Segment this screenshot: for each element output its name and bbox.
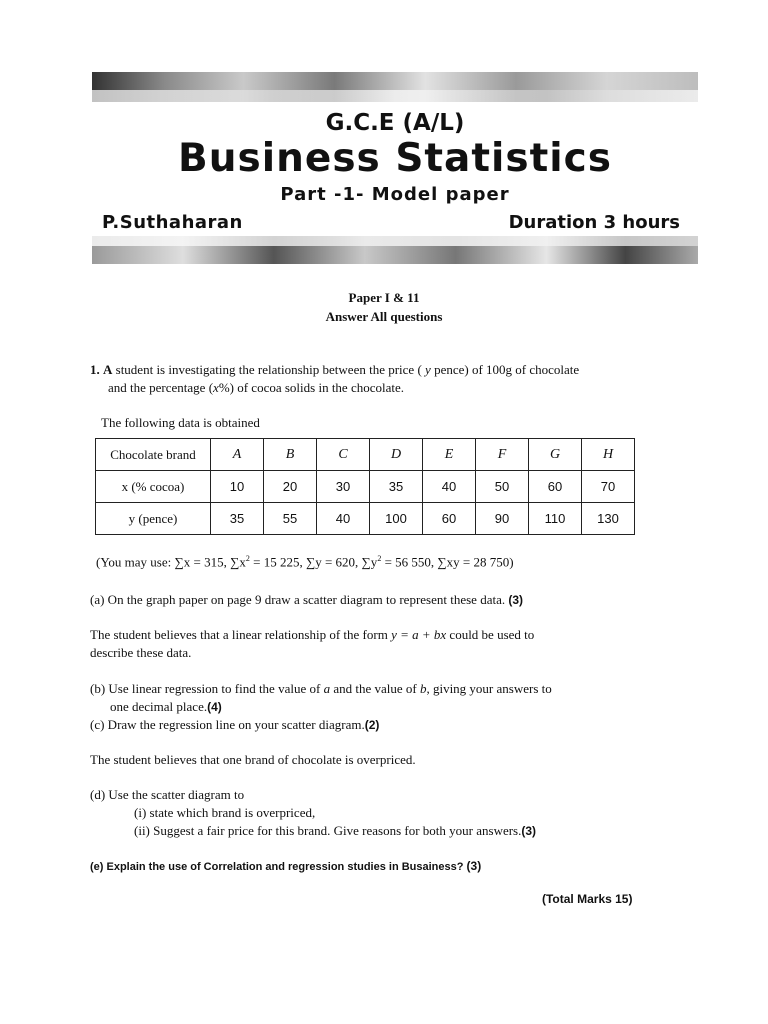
- table-row: [96, 503, 635, 535]
- table-cell: F: [476, 439, 529, 471]
- table-cell: 40: [423, 471, 476, 503]
- title-banner: [92, 72, 698, 264]
- table-cell: H: [582, 439, 635, 471]
- table-cell: 60: [423, 503, 476, 535]
- table-cell: 50: [476, 471, 529, 503]
- table-row: [96, 471, 635, 503]
- marks-c: (2): [364, 718, 380, 732]
- instructions-heading: Answer All questions: [325, 309, 443, 324]
- question-part-b-line1: (b) Use linear regression to find the value of a and the value of b, giving your answers to: [90, 681, 552, 696]
- marks-b: (4): [207, 700, 222, 714]
- exam-duration: Duration 3 hours: [508, 212, 680, 233]
- paper-heading: Paper I & 11: [348, 290, 420, 305]
- chocolate-data-table: [95, 438, 635, 535]
- table-cell: E: [423, 439, 476, 471]
- question-part-d-i: (i) state which brand is overpriced,: [134, 805, 316, 820]
- question-part-a: (a) On the graph paper on page 9 draw a scatter diagram to represent these data. (3): [90, 592, 524, 607]
- table-cell: B: [264, 439, 317, 471]
- question-part-b-line2: one decimal place.(4): [110, 699, 222, 714]
- exam-level: G.C.E (A/L): [325, 110, 465, 136]
- linear-relationship-line2: describe these data.: [90, 645, 192, 660]
- table-cell: 90: [476, 503, 529, 535]
- table-cell: A: [211, 439, 264, 471]
- table-cell: 35: [211, 503, 264, 535]
- table-cell: 40: [317, 503, 370, 535]
- formula-hint: (You may use: ∑x = 315, $\sum x^2 = 15$ 225, ∑y = 620, $\sum y^2 = 56$ 550, ∑xy = 28 750): [96, 554, 514, 570]
- question-number: 1.: [90, 362, 100, 377]
- document-title: Business Statistics: [178, 136, 612, 181]
- marks-d: (3): [521, 824, 537, 838]
- table-cell: 10: [211, 471, 264, 503]
- question-lead-word: A: [103, 362, 113, 377]
- table-cell: 110: [529, 503, 582, 535]
- table-cell: 70: [582, 471, 635, 503]
- table-row: [96, 439, 635, 471]
- question-part-d-ii: (ii) Suggest a fair price for this brand. Give reasons for both your answers.(3): [134, 823, 537, 838]
- overpriced-statement: The student believes that one brand of chocolate is overpriced.: [90, 752, 416, 767]
- marks-e: (3): [466, 859, 482, 873]
- question-1-intro-line1: 1. A student is investigating the relationship between the price ( y pence) of 100g of chocolate: [90, 362, 580, 377]
- question-part-d: (d) Use the scatter diagram to: [90, 787, 245, 802]
- question-1-intro-line2: and the percentage (x%) of cocoa solids in the chocolate.: [108, 380, 404, 395]
- author-name: P.Suthaharan: [102, 212, 243, 233]
- table-cell: 100: [370, 503, 423, 535]
- paper-part: Part -1- Model paper: [280, 184, 510, 205]
- data-intro-text: The following data is obtained: [101, 415, 260, 430]
- table-row-label: y (pence): [96, 503, 211, 535]
- table-cell: 30: [317, 471, 370, 503]
- table-cell: D: [370, 439, 423, 471]
- table-cell: 20: [264, 471, 317, 503]
- table-cell: C: [317, 439, 370, 471]
- question-part-c: (c) Draw the regression line on your scatter diagram.(2): [90, 717, 380, 732]
- table-cell: 35: [370, 471, 423, 503]
- table-cell: 130: [582, 503, 635, 535]
- table-cell: G: [529, 439, 582, 471]
- table-cell: 55: [264, 503, 317, 535]
- marks-a: (3): [508, 593, 524, 607]
- table-header-label: Chocolate brand: [96, 439, 211, 471]
- table-row-label: x (% cocoa): [96, 471, 211, 503]
- linear-form: y = a + bx: [391, 627, 447, 642]
- question-part-e: (e) Explain the use of Correlation and regression studies in Busainess? (3): [90, 859, 482, 873]
- table-cell: 60: [529, 471, 582, 503]
- banner-top-streak: [92, 72, 698, 102]
- banner-bottom-streak: [92, 236, 698, 264]
- linear-relationship-line1: The student believes that a linear relationship of the form y = a + bx could be used to: [90, 627, 535, 642]
- total-marks: (Total Marks 15): [542, 892, 633, 906]
